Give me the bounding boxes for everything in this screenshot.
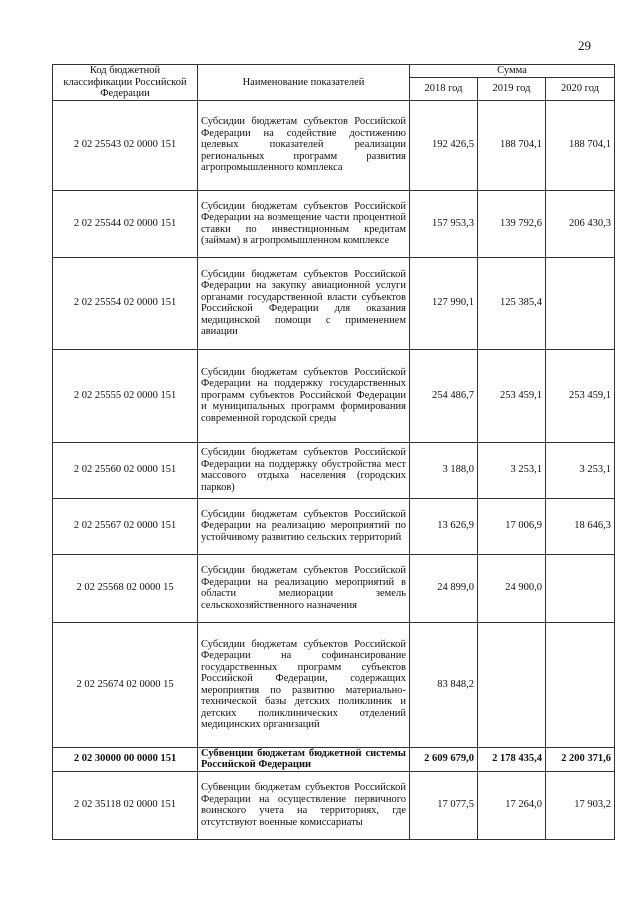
row-code: 2 02 25543 02 0000 151 xyxy=(53,100,198,190)
row-value-2018: 157 953,3 xyxy=(410,190,478,257)
row-value-2020: 2 200 371,6 xyxy=(546,747,615,771)
header-code: Код бюджетной классификации Российской Федерации xyxy=(53,65,198,101)
row-value-2020: 3 253,1 xyxy=(546,442,615,498)
row-name: Субсидии бюджетам субъектов Российской Федерации на содействие достижению целевых показателей реализации региональных программ развития агропромышленного комплекса xyxy=(198,100,410,190)
row-value-2018: 3 188,0 xyxy=(410,442,478,498)
row-name: Субвенции бюджетам субъектов Российской Федерации на осуществление первичного воинского учета на территориях, где отсутствуют военные комиссариаты xyxy=(198,771,410,839)
table-row xyxy=(53,622,615,747)
table-row xyxy=(53,498,615,554)
row-value-2020: 253 459,1 xyxy=(546,349,615,442)
header-name: Наименование показателей xyxy=(198,65,410,101)
row-value-2018: 17 077,5 xyxy=(410,771,478,839)
row-value-2019: 24 900,0 xyxy=(478,554,546,622)
row-value-2019: 2 178 435,4 xyxy=(478,747,546,771)
header-sum: Сумма xyxy=(410,65,615,78)
row-value-2020 xyxy=(546,257,615,349)
row-value-2019: 17 006,9 xyxy=(478,498,546,554)
row-value-2020: 17 903,2 xyxy=(546,771,615,839)
row-value-2018: 13 626,9 xyxy=(410,498,478,554)
row-value-2020: 188 704,1 xyxy=(546,100,615,190)
row-value-2019: 125 385,4 xyxy=(478,257,546,349)
row-value-2018: 192 426,5 xyxy=(410,100,478,190)
row-code: 2 02 25568 02 0000 15 xyxy=(53,554,198,622)
row-value-2018: 254 486,7 xyxy=(410,349,478,442)
row-value-2019: 253 459,1 xyxy=(478,349,546,442)
page-number: 29 xyxy=(578,38,591,53)
row-code: 2 02 35118 02 0000 151 xyxy=(53,771,198,839)
row-code: 2 02 25555 02 0000 151 xyxy=(53,349,198,442)
row-name: Субсидии бюджетам субъектов Российской Федерации на возмещение части процентной ставки по инвестиционным кредитам (займам) в агропромышленном комплексе xyxy=(198,190,410,257)
table-row xyxy=(53,100,615,190)
row-code: 2 02 30000 00 0000 151 xyxy=(53,747,198,771)
table-row xyxy=(53,554,615,622)
row-value-2018: 24 899,0 xyxy=(410,554,478,622)
row-value-2020: 206 430,3 xyxy=(546,190,615,257)
table-row xyxy=(53,442,615,498)
row-name: Субвенции бюджетам бюджетной системы Российской Федерации xyxy=(198,747,410,771)
row-value-2018: 127 990,1 xyxy=(410,257,478,349)
row-value-2020 xyxy=(546,554,615,622)
row-code: 2 02 25674 02 0000 15 xyxy=(53,622,198,747)
row-value-2019: 188 704,1 xyxy=(478,100,546,190)
row-code: 2 02 25567 02 0000 151 xyxy=(53,498,198,554)
row-value-2019 xyxy=(478,622,546,747)
row-value-2018: 2 609 679,0 xyxy=(410,747,478,771)
row-code: 2 02 25554 02 0000 151 xyxy=(53,257,198,349)
header-year-2020: 2020 год xyxy=(546,77,615,100)
table-row xyxy=(53,349,615,442)
row-name: Субсидии бюджетам субъектов Российской Федерации на реализацию мероприятий по устойчивому развитию сельских территорий xyxy=(198,498,410,554)
row-value-2020 xyxy=(546,622,615,747)
row-value-2019: 17 264,0 xyxy=(478,771,546,839)
table-row xyxy=(53,771,615,839)
budget-table xyxy=(52,64,615,840)
table-row xyxy=(53,190,615,257)
header-year-2018: 2018 год xyxy=(410,77,478,100)
row-name: Субсидии бюджетам субъектов Российской Федерации на софинансирование государственных программ субъектов Российской Федерации, содержащих мероприятия по развитию материально-технической базы детских поликлиник и детских поликлинических отделений медицинских организаций xyxy=(198,622,410,747)
row-name: Субсидии бюджетам субъектов Российской Федерации на реализацию мероприятий в области мелиорации земель сельскохозяйственного назначения xyxy=(198,554,410,622)
row-code: 2 02 25560 02 0000 151 xyxy=(53,442,198,498)
row-value-2018: 83 848,2 xyxy=(410,622,478,747)
table-row xyxy=(53,257,615,349)
row-value-2019: 3 253,1 xyxy=(478,442,546,498)
row-value-2020: 18 646,3 xyxy=(546,498,615,554)
table-row xyxy=(53,747,615,771)
row-name: Субсидии бюджетам субъектов Российской Федерации на поддержку государственных программ субъектов Российской Федерации и муниципальных программ формирования современной городской среды xyxy=(198,349,410,442)
header-year-2019: 2019 год xyxy=(478,77,546,100)
row-value-2019: 139 792,6 xyxy=(478,190,546,257)
row-name: Субсидии бюджетам субъектов Российской Федерации на закупку авиационной услуги органами государственной власти субъектов Российской Федерации для оказания медицинской помощи с применением авиации xyxy=(198,257,410,349)
row-name: Субсидии бюджетам субъектов Российской Федерации на поддержку обустройства мест массового отдыха населения (городских парков) xyxy=(198,442,410,498)
row-code: 2 02 25544 02 0000 151 xyxy=(53,190,198,257)
